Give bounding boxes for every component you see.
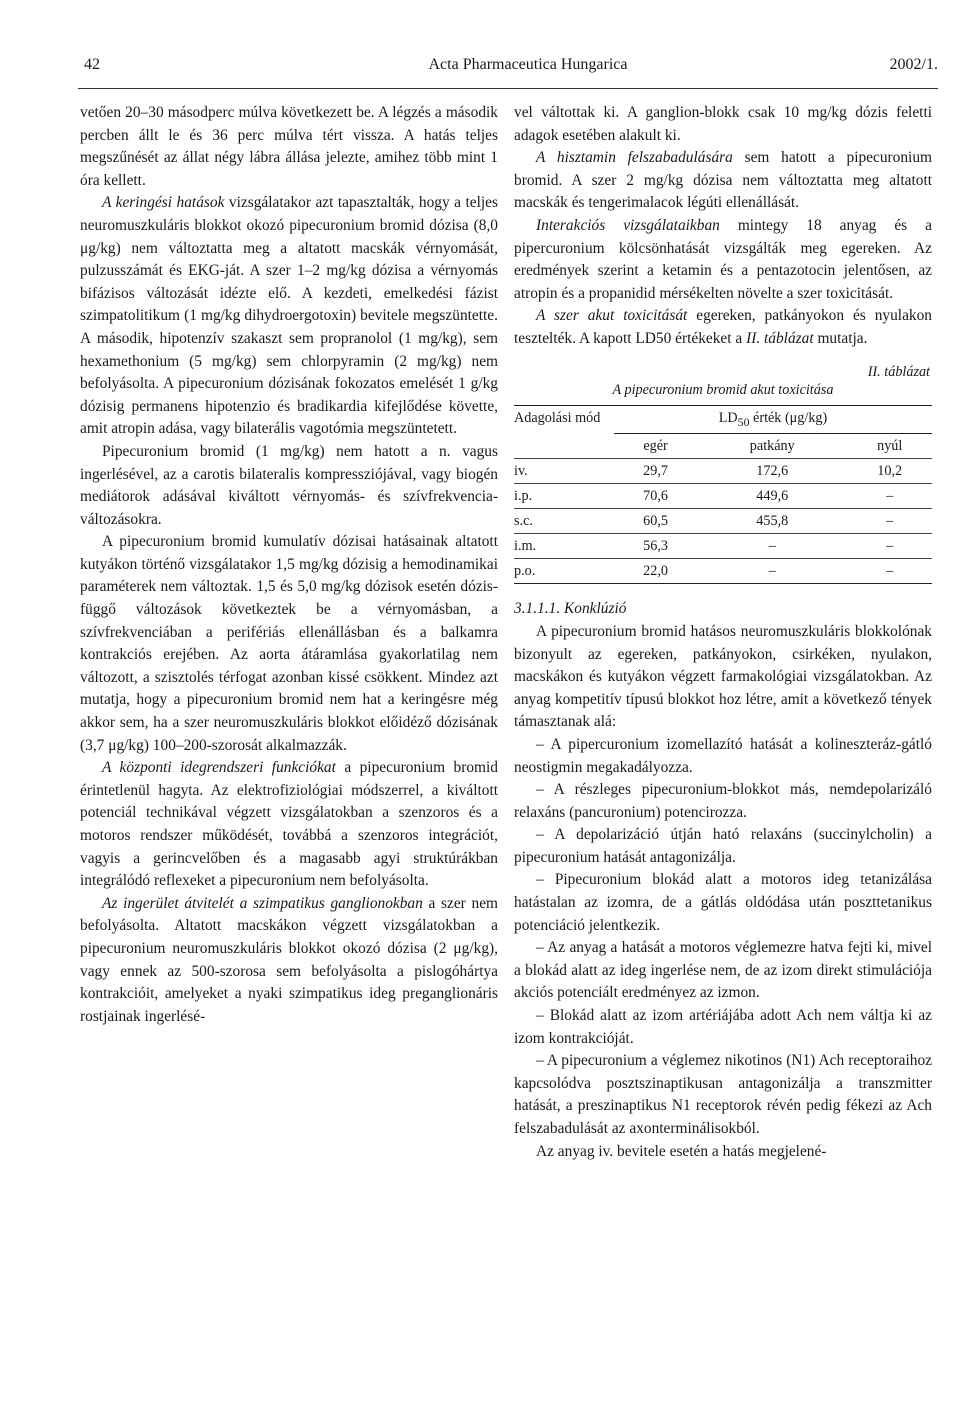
table-row: i.p. 70,6 449,6 –: [514, 484, 932, 509]
bullet-item: – A depolarizáció útján ható relaxáns (succinylcholin) a pipecuronium hatását antagonizálja.: [514, 826, 932, 866]
bullet-item: – A részleges pipecuronium-blokkot más, nemdepolarizáló relaxáns (pancuronium) potencirozza.: [514, 781, 932, 821]
table-row: p.o. 22,0 – –: [514, 559, 932, 584]
page-header: [78, 56, 938, 84]
paragraph: A központi idegrendszeri funkciókat a pipecuronium bromid érintetlenül hagyta. Az elektrofiziológiai módszerrel, a kiváltott potenciál technikával végzett vizsgálatokban a szenzoros és a motoros rendszer működését, továbbá a szenzoros integrációt, vagyis a gerincvelőben és a magasabb agyi struktúrákban integrálódó reflexeket a pipecuronium nem befolyásolta.: [80, 759, 498, 890]
species-header: egér: [614, 434, 697, 459]
header-route: Adagolási mód: [514, 405, 614, 434]
paragraph: A keringési hatások vizsgálatakor azt tapasztalták, hogy a teljes neuromuszkuláris blokkot okozó pipecuronium bromid dózisa (8,0 μg/kg) nem változtatta meg a altatott macskák vérnyomását, pulzusszámát és EKG-ját. A szer 1–2 mg/kg dózisa a vérnyomás bifázisos változását idézte elő. A kezdeti, emelkedési fázist szimpatolitikum (1 mg/kg dihydroergotoxin) bevitele megszüntette. A második, hipotenzív szakaszt sem propranolol (1 mg/kg), sem hexamethonium (5 mg/kg) sem chlorpyramin (2 mg/kg) nem befolyásolta. A pipecuronium dózisának fokozatos emelését 1 g/kg dózisig permanens hipotenzio és bradikardia kifejlődése követte, amit atropin adása, vagy bilaterális vagotómia megszüntetett.: [80, 194, 498, 438]
species-header: nyúl: [847, 434, 932, 459]
paragraph: vel váltottak ki. A ganglion-blokk csak 10 mg/kg dózis feletti adagok esetében alakult ki.: [514, 104, 932, 144]
left-column: [80, 102, 498, 1028]
toxicity-table: [514, 361, 932, 585]
paragraph: Pipecuronium bromid (1 mg/kg) nem hatott a n. vagus ingerlésével, az a carotis bilateralis kompressziójával, vagy biogén mediátorok adásával kiváltott vérnyomás- és szívfrekvencia-változásokra.: [80, 442, 498, 528]
bullet-item: – Blokád alatt az izom artériájába adott Ach nem váltja ki az izom kontrakcióját.: [514, 1007, 932, 1047]
header-divider: [78, 88, 938, 89]
species-header: patkány: [697, 434, 847, 459]
paragraph: Interakciós vizsgálataikban mintegy 18 anyag és a pipercuronium kölcsönhatását vizsgálták meg egereken. Az eredmények szerint a ketamin és a pentazotocin jelentősen, az atropin és a propanidid mérsékelten növelte a szer toxicitását.: [514, 216, 932, 302]
italic-lead: A központi idegrendszeri funkciókat: [102, 759, 336, 777]
italic-lead: A szer akut toxicitását: [536, 307, 688, 325]
ld50-table: [514, 405, 932, 585]
table-row: s.c. 60,5 455,8 –: [514, 509, 932, 534]
bullet-item: – Pipecuronium blokád alatt a motoros ideg tetanizálása hatástalan az izomra, de a gátlás oldódása után poszttetanikus potenciáció jelentkezik.: [514, 871, 932, 934]
paragraph: A hisztamin felszabadulására sem hatott a pipecuronium bromid. A szer 2 mg/kg dózisa nem változtatta meg altatott macskák és tengerimalacok légúti ellenállását.: [514, 149, 932, 212]
right-column: [514, 102, 932, 1163]
bullet-item: – Az anyag a hatását a motoros véglemezre hatva fejti ki, mivel a blokád alatt az ideg ingerlése nem, de az izom direkt stimulációja akciós potenciált eredményez az izmon.: [514, 939, 932, 1002]
species-header-row: [514, 434, 932, 459]
table-row: iv. 29,7 172,6 10,2: [514, 459, 932, 484]
italic-lead: Az ingerület átvitelét a szimpatikus ganglionokban: [102, 894, 423, 912]
journal-title: Acta Pharmaceutica Hungarica: [428, 56, 628, 73]
italic-lead: A keringési hatások: [102, 194, 225, 212]
paragraph: A pipecuronium bromid kumulatív dózisai hatásainak altatott kutyákon történő vizsgálatakor 1,5 mg/kg dózisig a hemodinamikai paraméterek nem változtak. 1,5 és 5,0 mg/kg dózisok esetén dózis-függő változások következtek be a vérnyomásban, a szívfrekvenciában a perifériás ellenállásban és a balkamra kontrakciós erejében. Az aorta átáramlása gyakorlatilag nem változott, a szisztolés térfogat azonban kissé csökkent. Mindez azt mutatja, hogy a pipecuronium bromid nem hat a keringésre még akkor sem, ha a szer neuromuszkuláris blokkot előidéző dózisának (3,7 μg/kg) 100–200-szorosát alkalmazzák.: [80, 533, 498, 754]
paragraph: A pipecuronium bromid hatásos neuromuszkuláris blokkolónak bizonyult az egereken, patkányokon, csirkéken, nyulakon, macskákon és kutyákon végzett farmakológiai vizsgálatokban. Az anyag kompetitív típusú blokkot hoz létre, amit a következő tények támasztanak alá:: [514, 622, 932, 731]
header-ld50: $LD_{50}$ érték (μg/kg): [614, 405, 932, 434]
table-title: A pipecuronium bromid akut toxicitása: [612, 381, 834, 398]
table-label: II. táblázat: [867, 363, 930, 380]
issue-number: 2002/1.: [889, 56, 938, 73]
italic-lead: Interakciós vizsgálataikban: [536, 216, 720, 234]
table-reference: II. táblázat: [746, 329, 814, 347]
italic-lead: A hisztamin felszabadulására: [536, 149, 733, 167]
bullet-item: – A pipecuronium a véglemez nikotinos (N1) Ach receptoraihoz kapcsolódva posztszinaptikusan antagonizálja a transzmitter hatását, a preszinaptikus N1 receptorok révén pedig fékezi az Ach felszabadulását az axonterminálisokból.: [514, 1052, 932, 1138]
paragraph: vetően 20–30 másodperc múlva következett be. A légzés a második percben állt le és 36 perc múlva tért vissza. A hatás teljes megszűnését az állat négy lábra állása jelezte, amihez több mint 1 óra kellett.: [80, 104, 498, 189]
bullet-item: – A pipercuronium izomellazító hatását a kolineszteráz-gátló neostigmin megakadályozza.: [514, 735, 932, 776]
paragraph: Az ingerület átvitelét a szimpatikus ganglionokban a szer nem befolyásolta. Altatott macskákon végzett vizsgálatokban a pipecuronium neuromuszkuláris blokkot okozó dózisa (2 μg/kg), vagy ennek az 500-szorosa sem befolyásolta a pislogóhártya kontrakcióit, amelyeket a nyaki szimpatikus ideg preganglionáris rostjainak ingerlésé-: [80, 894, 498, 1025]
page-number: 42: [84, 56, 100, 73]
paragraph: Az anyag iv. bevitele esetén a hatás megjelené-: [536, 1142, 827, 1160]
table-header-row: [514, 405, 932, 434]
table-row: i.m. 56,3 – –: [514, 534, 932, 559]
section-heading: 3.1.1.1. Konklúzió: [514, 600, 627, 618]
paragraph: A szer akut toxicitását egereken, patkányokon és nyulakon tesztelték. A kapott LD50 értékeket a II. táblázat mutatja.: [514, 307, 932, 347]
